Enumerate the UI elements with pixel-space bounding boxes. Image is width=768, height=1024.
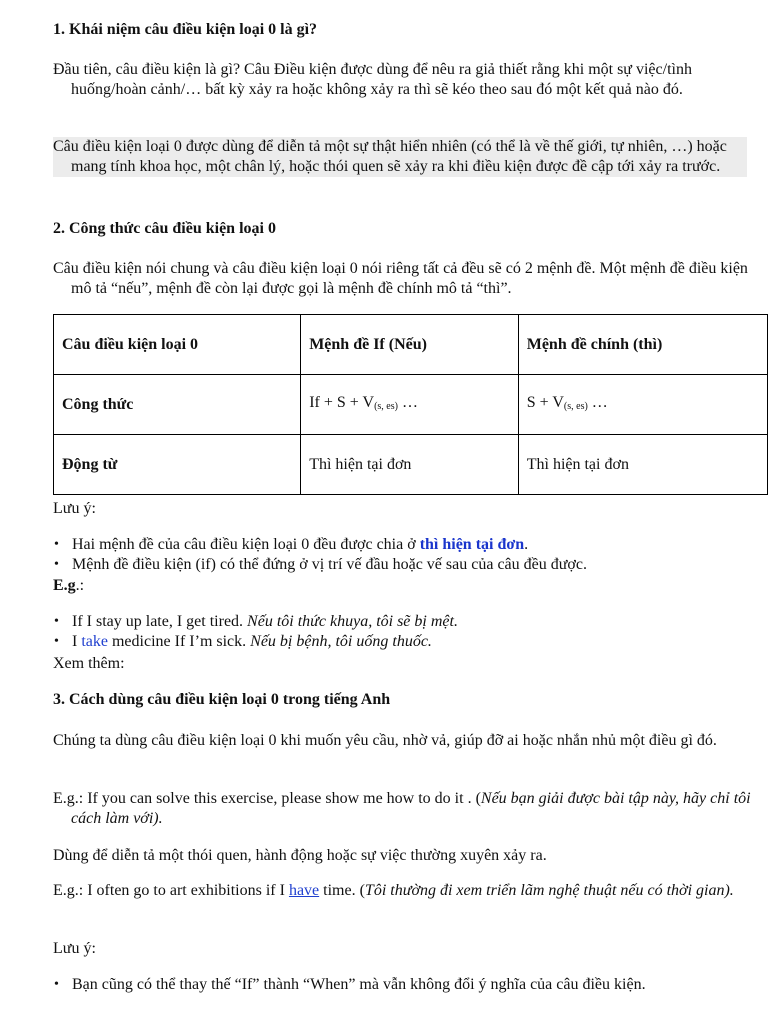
formula-table xyxy=(53,314,768,495)
section-3-heading: 3. Cách dùng câu điều kiện loại 0 trong tiếng Anh xyxy=(53,691,391,708)
note-label-2: Lưu ý: xyxy=(53,940,96,957)
example-label: E.g.: xyxy=(53,577,85,594)
list-item: • I take medicine If I’m sick. Nếu bị bệnh, tôi uống thuốc. xyxy=(53,632,753,652)
list-item: • If I stay up late, I get tired. Nếu tôi thức khuya, tôi sẽ bị mệt. xyxy=(53,612,753,632)
table-row-label: Động từ xyxy=(54,435,301,495)
usage-paragraph-1: Chúng ta dùng câu điều kiện loại 0 khi muốn yêu cầu, nhờ vả, giúp đỡ ai hoặc nhắn nhủ một điều gì đó. xyxy=(53,732,717,749)
main-clause-tense: Thì hiện tại đơn xyxy=(518,435,767,495)
table-header-row xyxy=(54,315,768,375)
table-row xyxy=(54,435,768,495)
definition-paragraph: Đầu tiên, câu điều kiện là gì? Câu Điều kiện được dùng để nêu ra giả thiết rằng khi một sự việc/tình huống/hoàn cảnh/… bất kỳ xảy ra hoặc không xảy ra thì sẽ kéo theo sau đó một kết quả nào đó. xyxy=(53,61,692,98)
table-header-cell: Câu điều kiện loại 0 xyxy=(54,315,301,375)
example-list xyxy=(53,612,753,652)
section-2-heading: 2. Công thức câu điều kiện loại 0 xyxy=(53,220,276,237)
main-clause-formula: $S + V_{(s, es)}$ … xyxy=(518,375,767,435)
if-clause-formula: $If + S + V_{(s, es)}$ … xyxy=(301,375,519,435)
list-item: • Hai mệnh đề của câu điều kiện loại 0 đều được chia ở thì hiện tại đơn. xyxy=(53,535,753,555)
clauses-intro-paragraph: Câu điều kiện nói chung và câu điều kiện loại 0 nói riêng tất cả đều sẽ có 2 mệnh đề. Một mệnh đề điều kiện mô tả “nếu”, mệnh đề còn lại được gọi là mệnh đề chính mô tả “thì”. xyxy=(53,260,748,297)
have-link[interactable]: have xyxy=(288,882,320,899)
take-link[interactable]: take xyxy=(81,633,108,650)
table-row-label: Công thức xyxy=(54,375,301,435)
usage-paragraph-2: Dùng để diễn tả một thói quen, hành động hoặc sự việc thường xuyên xảy ra. xyxy=(53,847,547,864)
table-header-cell: Mệnh đề If (Nếu) xyxy=(301,315,519,375)
note-list-2 xyxy=(53,975,753,995)
type0-definition-paragraph: Câu điều kiện loại 0 được dùng để diễn tả một sự thật hiển nhiên (có thể là về thế giới, tự nhiên, …) hoặc mang tính khoa học, một chân lý, hoặc thói quen sẽ xảy ra khi điều kiện được đề cập tới xảy ra trước. xyxy=(53,137,747,177)
list-item: • Bạn cũng có thể thay thế “If” thành “When” mà vẫn không đổi ý nghĩa của câu điều kiện. xyxy=(53,975,753,995)
note-label: Lưu ý: xyxy=(53,500,96,517)
section-1-heading: 1. Khái niệm câu điều kiện loại 0 là gì? xyxy=(53,21,318,38)
list-item: • Mệnh đề điều kiện (if) có thể đứng ở vị trí vế đầu hoặc vế sau của câu đều được. xyxy=(53,555,753,575)
table-row xyxy=(54,375,768,435)
see-more-label: Xem thêm: xyxy=(53,655,125,672)
table-header-cell: Mệnh đề chính (thì) xyxy=(518,315,767,375)
usage-example-2: E.g.: I often go to art exhibitions if I have time. (Tôi thường đi xem triển lãm nghệ thuật nếu có thời gian). xyxy=(53,882,734,899)
if-clause-tense: Thì hiện tại đơn xyxy=(301,435,519,495)
usage-example-1: E.g.: If you can solve this exercise, please show me how to do it . (Nếu bạn giải được bài tập này, hãy chỉ tôi cách làm với). xyxy=(53,790,751,827)
note-list xyxy=(53,535,753,575)
present-simple-link[interactable]: thì hiện tại đơn xyxy=(419,536,525,553)
